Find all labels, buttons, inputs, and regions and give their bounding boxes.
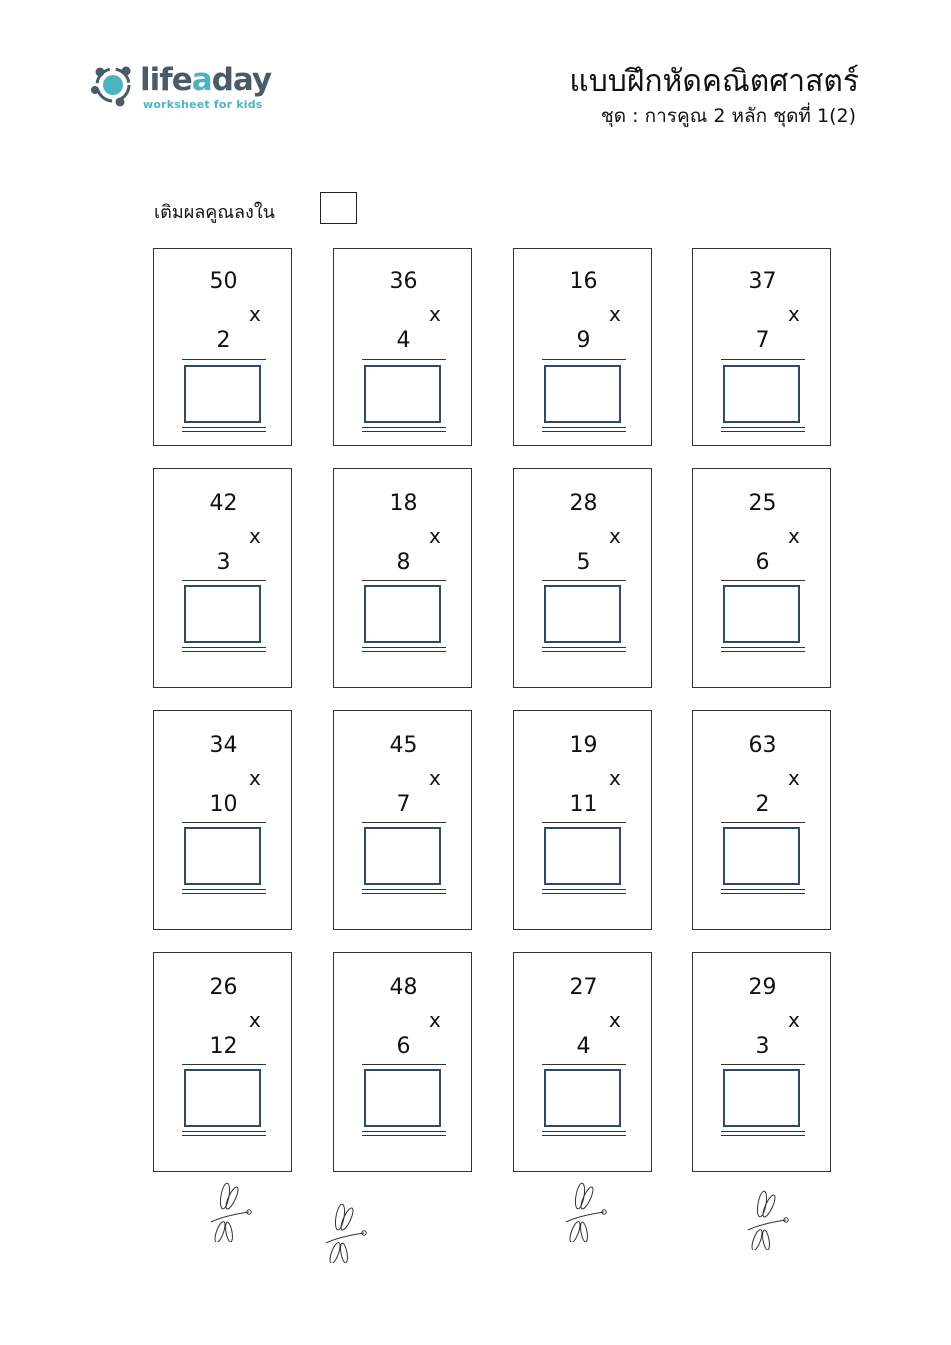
multiply-sign: x bbox=[429, 524, 441, 548]
problem-card bbox=[513, 710, 652, 930]
answer-box[interactable] bbox=[544, 585, 621, 643]
multiply-sign: x bbox=[429, 766, 441, 790]
answer-box[interactable] bbox=[544, 1069, 621, 1127]
dragonfly-icon bbox=[205, 1182, 255, 1246]
problem-card bbox=[153, 468, 292, 688]
problem-card bbox=[333, 710, 472, 930]
instruction-text: เติมผลคูณลงใน bbox=[154, 202, 275, 223]
multiply-sign: x bbox=[249, 302, 261, 326]
problem-card bbox=[333, 248, 472, 446]
sum-line bbox=[542, 1064, 626, 1065]
multiply-sign: x bbox=[609, 766, 621, 790]
multiplicand: 26 bbox=[209, 975, 238, 1000]
double-underline bbox=[182, 427, 266, 432]
answer-box[interactable] bbox=[364, 827, 441, 885]
double-underline bbox=[362, 647, 446, 652]
answer-box[interactable] bbox=[723, 827, 800, 885]
multiplicand: 18 bbox=[389, 491, 418, 516]
sum-line bbox=[182, 359, 266, 360]
answer-box[interactable] bbox=[364, 1069, 441, 1127]
problem-card bbox=[513, 952, 652, 1172]
multiply-sign: x bbox=[249, 1008, 261, 1032]
answer-box[interactable] bbox=[723, 365, 800, 423]
answer-box[interactable] bbox=[184, 585, 261, 643]
multiplier: 10 bbox=[209, 792, 238, 817]
sum-line bbox=[182, 1064, 266, 1065]
problem-card bbox=[153, 710, 292, 930]
double-underline bbox=[542, 889, 626, 894]
sum-line bbox=[721, 580, 805, 581]
double-underline bbox=[362, 889, 446, 894]
sum-line bbox=[362, 822, 446, 823]
double-underline bbox=[542, 1131, 626, 1136]
multiply-sign: x bbox=[788, 1008, 800, 1032]
multiplier: 7 bbox=[396, 792, 411, 817]
problem-card bbox=[692, 248, 831, 446]
problem-card bbox=[513, 248, 652, 446]
answer-box[interactable] bbox=[184, 1069, 261, 1127]
sum-line bbox=[542, 359, 626, 360]
multiply-sign: x bbox=[609, 302, 621, 326]
problem-card bbox=[333, 468, 472, 688]
multiplier: 3 bbox=[216, 550, 231, 575]
multiply-sign: x bbox=[788, 524, 800, 548]
sum-line bbox=[182, 822, 266, 823]
multiplier: 8 bbox=[396, 550, 411, 575]
multiplicand: 63 bbox=[748, 733, 777, 758]
double-underline bbox=[721, 647, 805, 652]
problem-card bbox=[692, 952, 831, 1172]
multiplicand: 48 bbox=[389, 975, 418, 1000]
multiplicand: 27 bbox=[569, 975, 598, 1000]
problem-card bbox=[153, 248, 292, 446]
multiplicand: 16 bbox=[569, 269, 598, 294]
multiplicand: 36 bbox=[389, 269, 418, 294]
double-underline bbox=[182, 889, 266, 894]
sum-line bbox=[362, 580, 446, 581]
multiply-sign: x bbox=[429, 302, 441, 326]
sum-line bbox=[182, 580, 266, 581]
multiplicand: 37 bbox=[748, 269, 777, 294]
sum-line bbox=[721, 822, 805, 823]
problem-card bbox=[692, 468, 831, 688]
multiplier: 6 bbox=[755, 550, 770, 575]
multiplier: 3 bbox=[755, 1034, 770, 1059]
multiplier: 11 bbox=[569, 792, 598, 817]
multiply-sign: x bbox=[249, 524, 261, 548]
answer-box[interactable] bbox=[723, 585, 800, 643]
problem-card bbox=[513, 468, 652, 688]
logo bbox=[90, 60, 280, 116]
multiply-sign: x bbox=[249, 766, 261, 790]
double-underline bbox=[721, 889, 805, 894]
multiplier: 6 bbox=[396, 1034, 411, 1059]
multiplicand: 45 bbox=[389, 733, 418, 758]
answer-box[interactable] bbox=[544, 827, 621, 885]
page-title: แบบฝึกหัดคณิตศาสตร์ bbox=[569, 64, 859, 99]
answer-box[interactable] bbox=[544, 365, 621, 423]
page-subtitle: ชุด : การคูณ 2 หลัก ชุดที่ 1(2) bbox=[600, 105, 856, 127]
multiplicand: 29 bbox=[748, 975, 777, 1000]
double-underline bbox=[362, 1131, 446, 1136]
logo-molecule-icon bbox=[90, 62, 136, 108]
multiplier: 9 bbox=[576, 328, 591, 353]
sum-line bbox=[721, 1064, 805, 1065]
multiply-sign: x bbox=[609, 1008, 621, 1032]
problem-card bbox=[333, 952, 472, 1172]
dragonfly-icon bbox=[560, 1182, 610, 1246]
sum-line bbox=[721, 359, 805, 360]
problem-card bbox=[153, 952, 292, 1172]
double-underline bbox=[182, 647, 266, 652]
multiplier: 7 bbox=[755, 328, 770, 353]
answer-box[interactable] bbox=[364, 365, 441, 423]
answer-box[interactable] bbox=[184, 365, 261, 423]
multiplier: 2 bbox=[216, 328, 231, 353]
double-underline bbox=[542, 647, 626, 652]
multiplier: 12 bbox=[209, 1034, 238, 1059]
multiplicand: 50 bbox=[209, 269, 238, 294]
multiplicand: 28 bbox=[569, 491, 598, 516]
instruction-example-box bbox=[320, 192, 357, 224]
multiplier: 4 bbox=[576, 1034, 591, 1059]
double-underline bbox=[542, 427, 626, 432]
double-underline bbox=[182, 1131, 266, 1136]
multiplicand: 25 bbox=[748, 491, 777, 516]
dragonfly-icon bbox=[742, 1190, 792, 1254]
sum-line bbox=[542, 822, 626, 823]
answer-box[interactable] bbox=[364, 585, 441, 643]
multiplicand: 42 bbox=[209, 491, 238, 516]
sum-line bbox=[542, 580, 626, 581]
multiply-sign: x bbox=[788, 302, 800, 326]
problem-card bbox=[692, 710, 831, 930]
sum-line bbox=[362, 359, 446, 360]
multiplier: 4 bbox=[396, 328, 411, 353]
double-underline bbox=[362, 427, 446, 432]
multiplier: 2 bbox=[755, 792, 770, 817]
multiply-sign: x bbox=[609, 524, 621, 548]
logo-wordmark: lifeaday bbox=[140, 62, 272, 98]
multiply-sign: x bbox=[429, 1008, 441, 1032]
multiplicand: 34 bbox=[209, 733, 238, 758]
sum-line bbox=[362, 1064, 446, 1065]
multiplicand: 19 bbox=[569, 733, 598, 758]
double-underline bbox=[721, 1131, 805, 1136]
logo-tagline: worksheet for kids bbox=[143, 98, 263, 111]
multiplier: 5 bbox=[576, 550, 591, 575]
double-underline bbox=[721, 427, 805, 432]
multiply-sign: x bbox=[788, 766, 800, 790]
answer-box[interactable] bbox=[184, 827, 261, 885]
answer-box[interactable] bbox=[723, 1069, 800, 1127]
dragonfly-icon bbox=[320, 1203, 370, 1267]
